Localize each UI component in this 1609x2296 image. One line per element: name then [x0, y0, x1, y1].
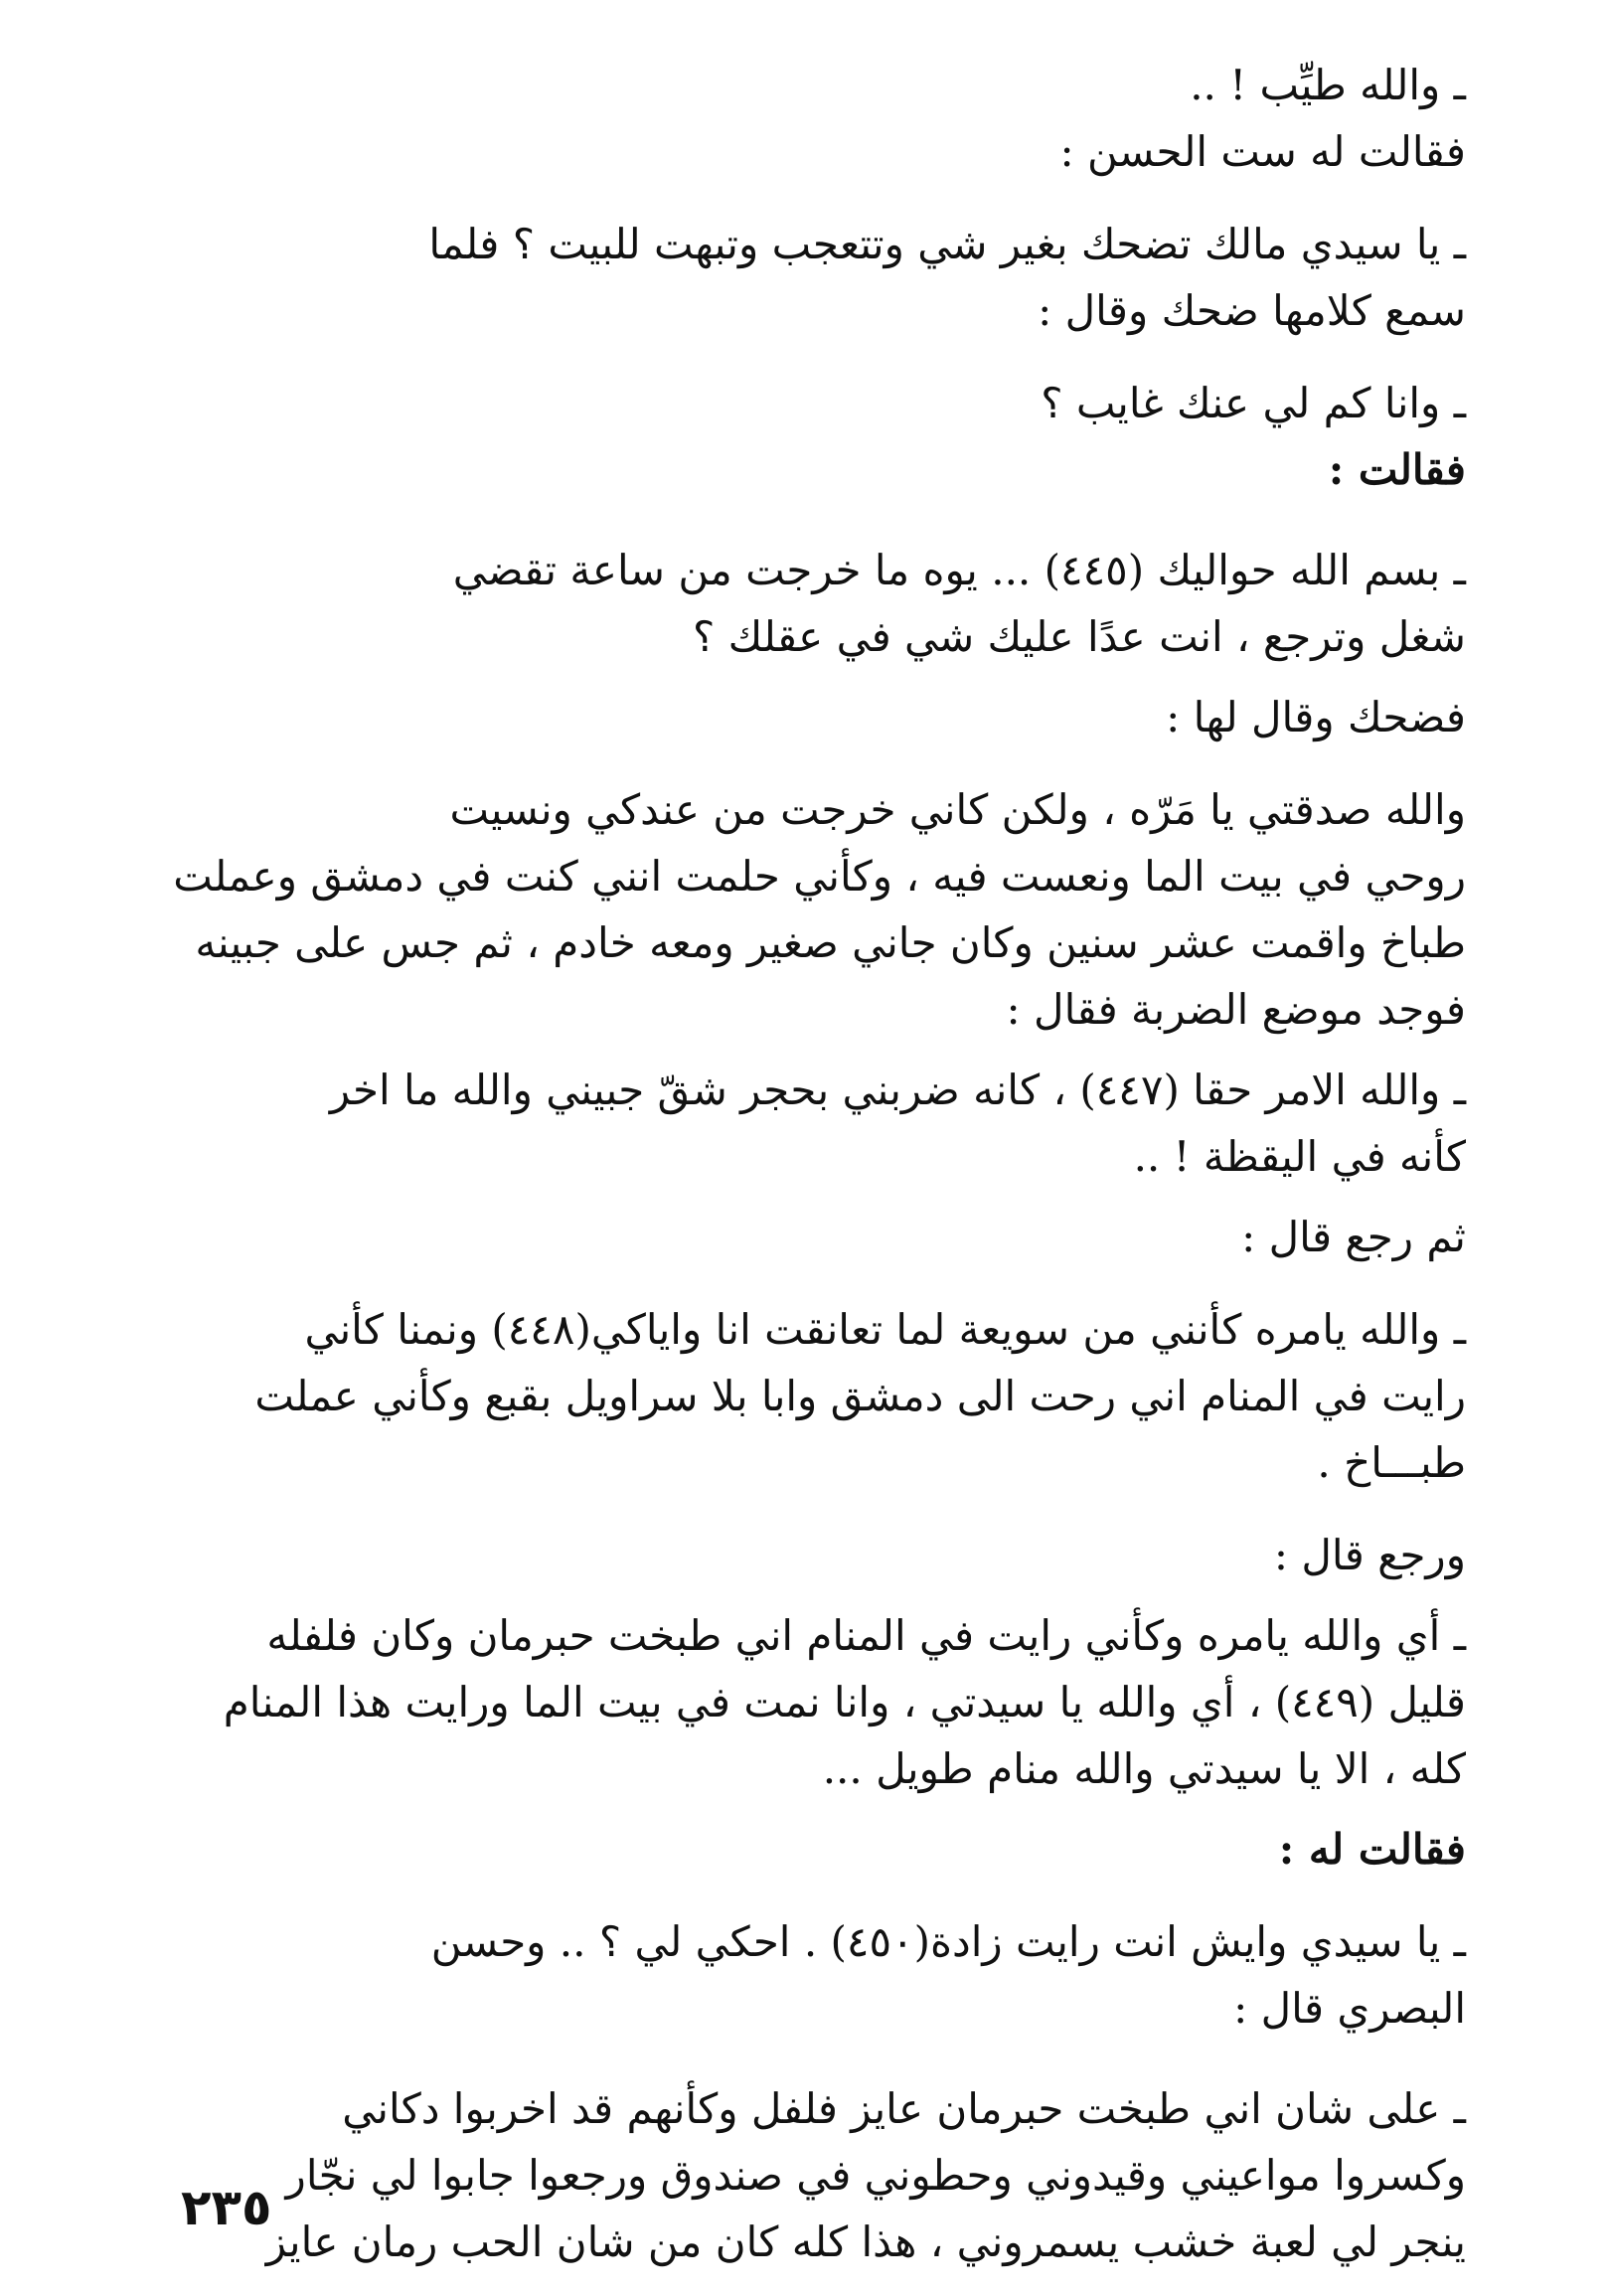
text-line: وكسروا مواعيني وقيدوني وحطوني في صندوق ورجعوا جابوا لي نجّار: [285, 2151, 1466, 2200]
paragraph: [149, 537, 1466, 670]
text-line: كأنه في اليقظة ! ..: [1133, 1132, 1466, 1181]
paragraph: [149, 1296, 1466, 1496]
text-line: شغل وترجع ، انت عدًا عليك شي في عقلك ؟: [692, 612, 1466, 661]
text-line: ينجر لي لعبة خشب يسمروني ، هذا كله كان من شان الحب رمان عايز: [265, 2217, 1466, 2266]
text-line: كله ، الا يا سيدتي والله منام طويل ...: [822, 1744, 1466, 1793]
paragraph: [149, 1522, 1466, 1588]
text-line: فقالت :: [1328, 445, 1466, 494]
text-line: قليل (٤٤٩) ، أي والله يا سيدتي ، وانا نمت في بيت الما ورايت هذا المنام: [223, 1678, 1466, 1726]
text-line: سمع كلامها ضحك وقال :: [1038, 286, 1466, 335]
page-number: ٢٣٥: [181, 2179, 272, 2236]
text-line: ـ يا سيدي وايش انت رايت زادة(٤٥٠) . احكي لي ؟ .. وحسن: [430, 1917, 1466, 1966]
text-line: ثم رجع قال :: [1241, 1213, 1466, 1261]
text-line: ورجع قال :: [1273, 1531, 1466, 1579]
paragraph: [149, 776, 1466, 1043]
text-line: ـ أي والله يامره وكأني رايت في المنام اني طبخت حبرمان وكان فلفله: [266, 1611, 1466, 1660]
text-line: ـ يا سيدي مالك تضحك بغير شي وتتعجب وتبهت للبيت ؟ فلما: [428, 220, 1466, 268]
text-line: ـ وانا كم لي عنك غايب ؟: [1041, 379, 1466, 427]
paragraph: [149, 684, 1466, 750]
paragraph: [149, 370, 1466, 436]
text-line: والله صدقتي يا مَرّه ، ولكن كاني خرجت من عندكي ونسيت: [449, 785, 1466, 834]
text-line: البصري قال :: [1233, 1984, 1466, 2033]
paragraph: [149, 2075, 1466, 2275]
paragraph: [149, 1204, 1466, 1270]
text-line: ـ على شان اني طبخت حبرمان عايز فلفل وكأنهم قد اخربوا دكاني: [342, 2084, 1466, 2133]
text-line: طبـــاخ .: [1317, 1438, 1466, 1487]
paragraph: [149, 52, 1466, 118]
paragraph: [149, 118, 1466, 185]
paragraph: [149, 1602, 1466, 1802]
text-line: طباخ واقمت عشر سنين وكان جاني صغير ومعه خادم ، ثم جس على جبينه: [195, 918, 1466, 967]
paragraph: [149, 211, 1466, 344]
text-line: ـ بسم الله حواليك (٤٤٥) ... يوه ما خرجت من ساعة تقضي: [452, 546, 1466, 594]
text-line: روحي في بيت الما ونعست فيه ، وكأني حلمت انني كنت في دمشق وعملت: [173, 852, 1466, 901]
text-line: فضحك وقال لها :: [1166, 693, 1466, 741]
text-line: فوجد موضع الضربة فقال :: [1006, 985, 1466, 1034]
paragraph: [149, 1908, 1466, 2042]
paragraph: [149, 436, 1466, 503]
text-line: ـ والله يامره كأنني من سويعة لما تعانقت انا واياكي(٤٤٨) ونمنا كأني: [304, 1305, 1466, 1354]
paragraph: [149, 1057, 1466, 1190]
text-line: ـ والله طيِّب ! ..: [1190, 61, 1466, 109]
text-line: ـ والله الامر حقا (٤٤٧) ، كانه ضربني بحجر شقّ جبيني والله ما اخر: [329, 1066, 1466, 1114]
paragraph: [149, 1816, 1466, 1883]
text-line: رايت في المنام اني رحت الى دمشق وابا بلا سراويل بقبع وكأني عملت: [254, 1372, 1466, 1420]
text-line: فقالت له ست الحسن :: [1059, 127, 1466, 176]
text-line: فقالت له :: [1278, 1825, 1466, 1874]
